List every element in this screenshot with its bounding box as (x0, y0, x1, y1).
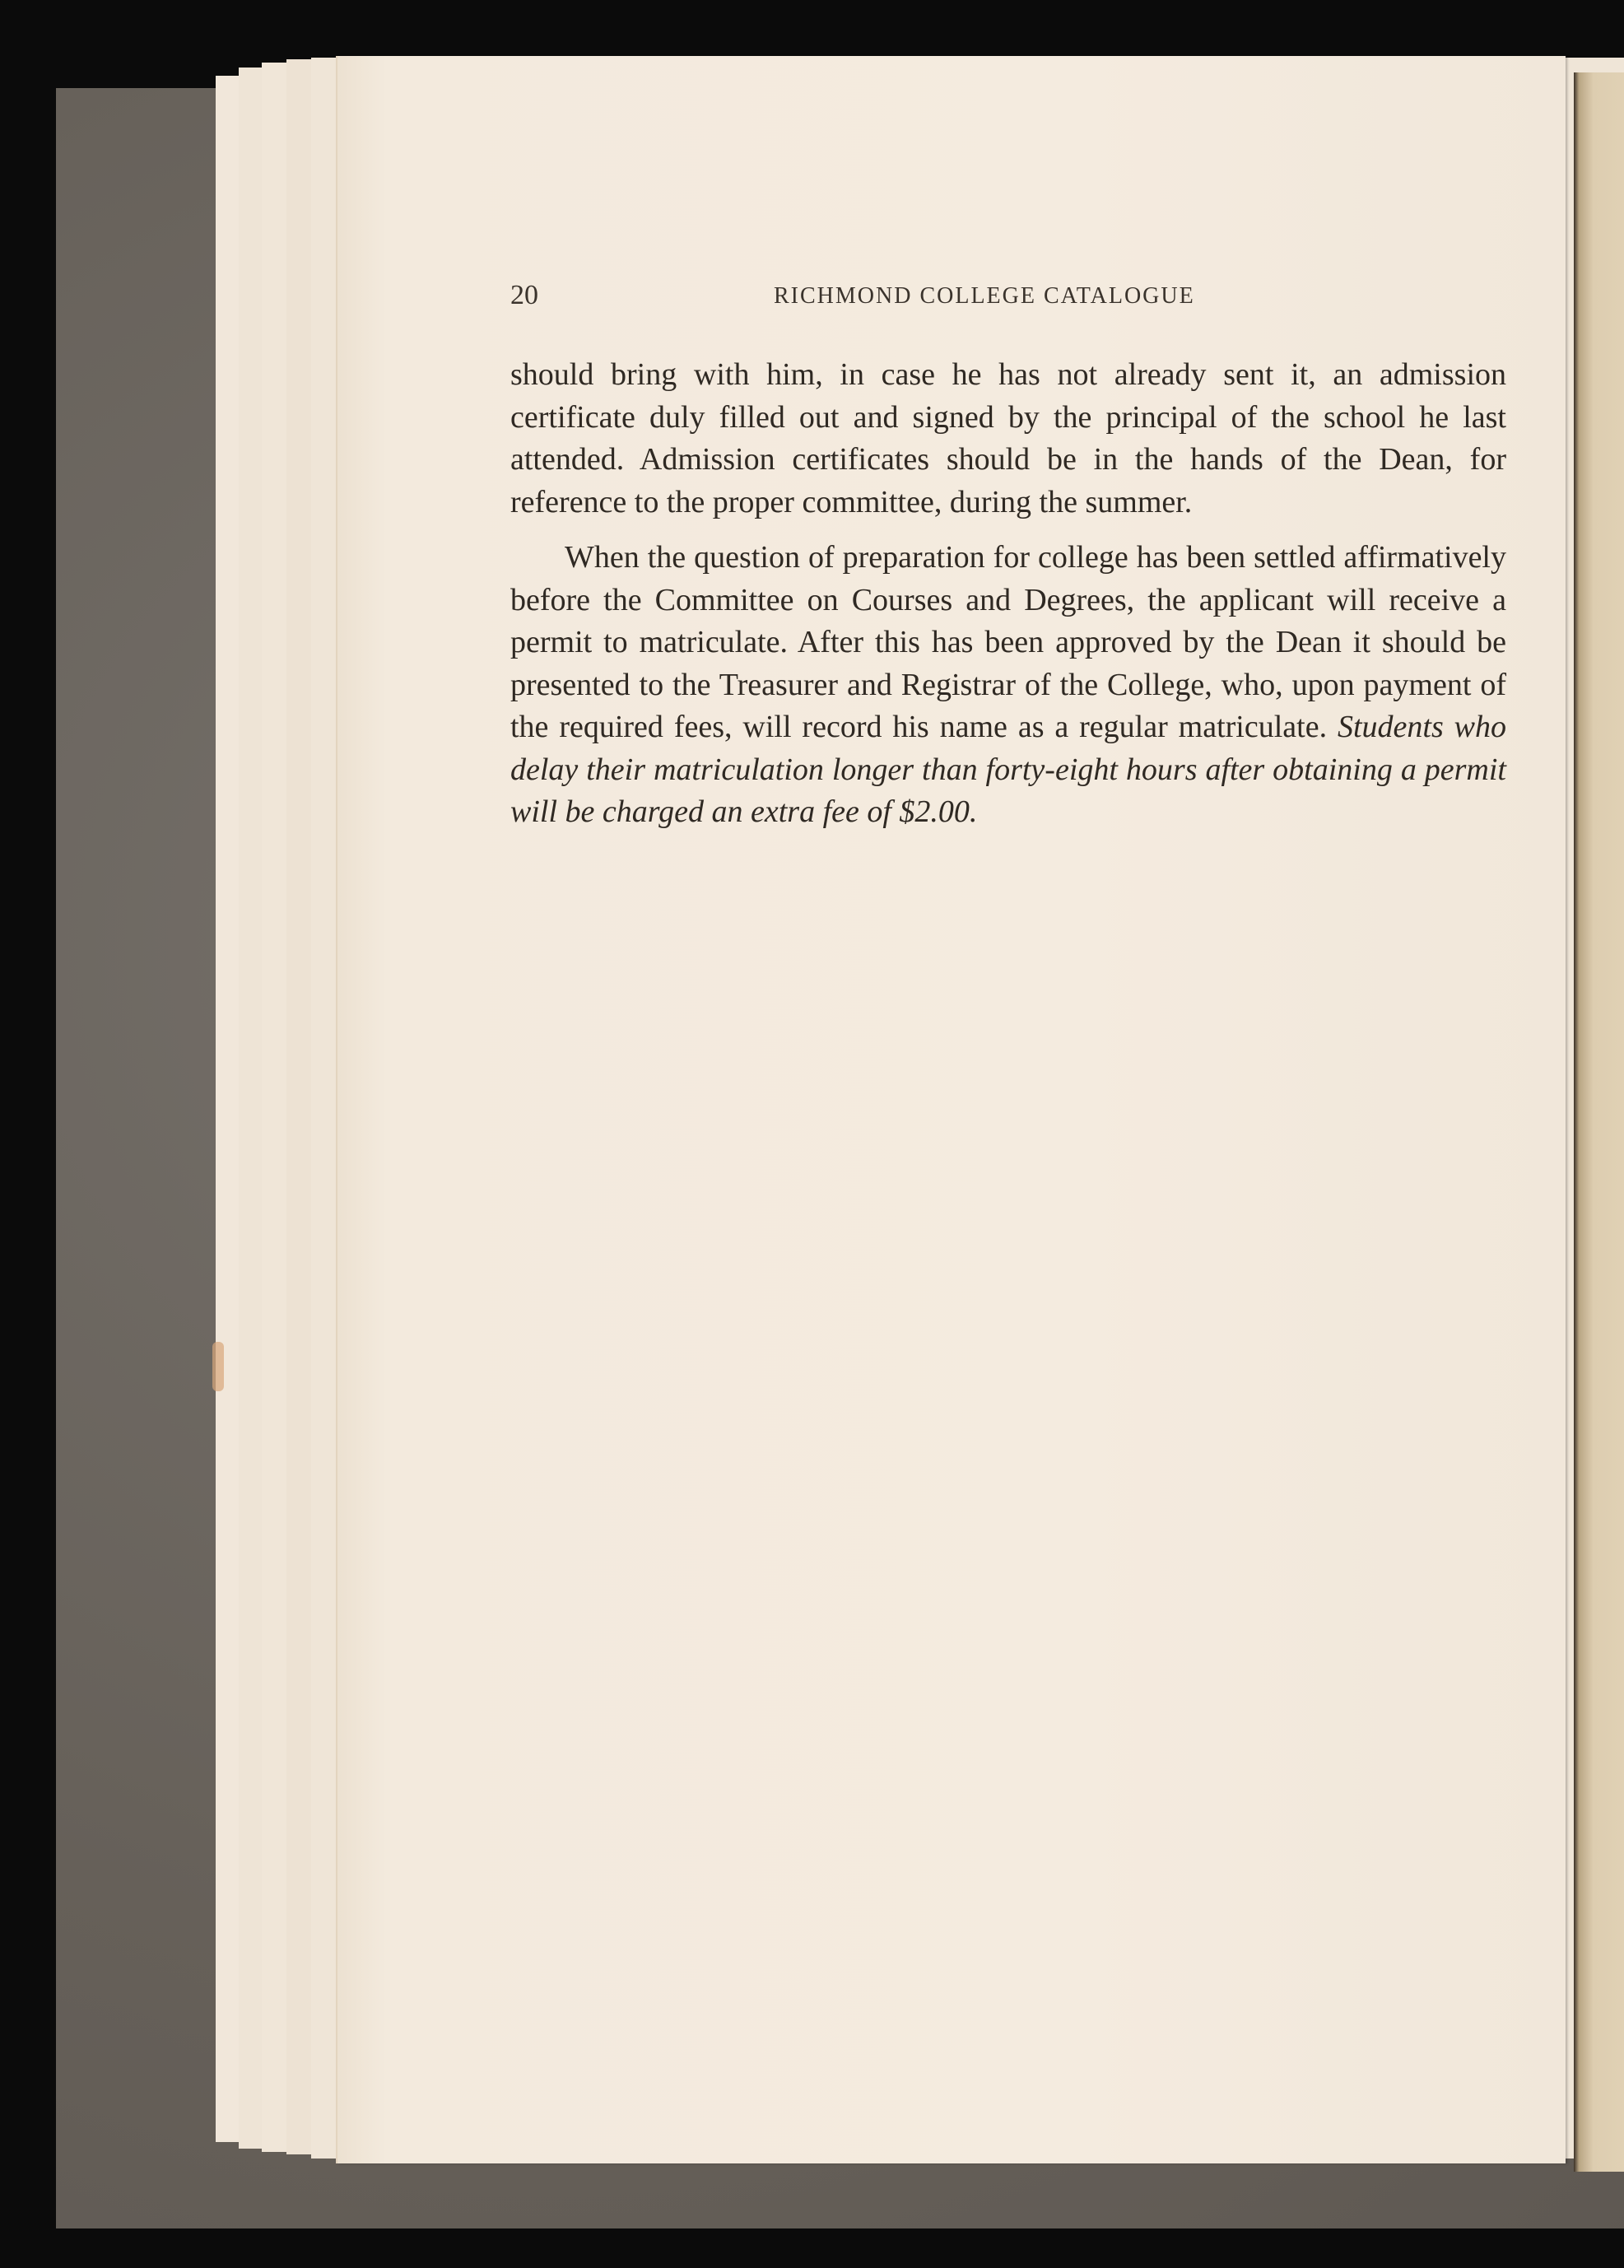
page-number: 20 (510, 280, 538, 310)
paragraph-2 (510, 537, 1506, 834)
paragraph-2-italic-notice: Students who delay their matriculation longer than forty-eight hours after obtaining a permit will be charged an extra fee of $2.00. (510, 710, 1507, 829)
paragraph-2-text: When the question of preparation for college has been settled affirmatively before the Committee on Courses and Degrees, the applicant will receive a permit to matriculate. After this has been approved by the Dean it should be presented to the Treasurer and Registrar of the College, who, upon payment of the required fees, will record his name as a regular matriculate. (510, 540, 1506, 744)
facing-page-edge (1574, 72, 1624, 2172)
body-text (510, 354, 1506, 847)
paragraph-1: should bring with him, in case he has not already sent it, an admission certificate duly filled out and signed by the principal of the school he last attended. Admission certificates should be in the hands of the Dean, for reference to the proper committee, during the summer. (510, 357, 1506, 519)
running-head: RICHMOND COLLEGE CATALOGUE (774, 283, 1195, 309)
paper-stain (212, 1342, 224, 1391)
